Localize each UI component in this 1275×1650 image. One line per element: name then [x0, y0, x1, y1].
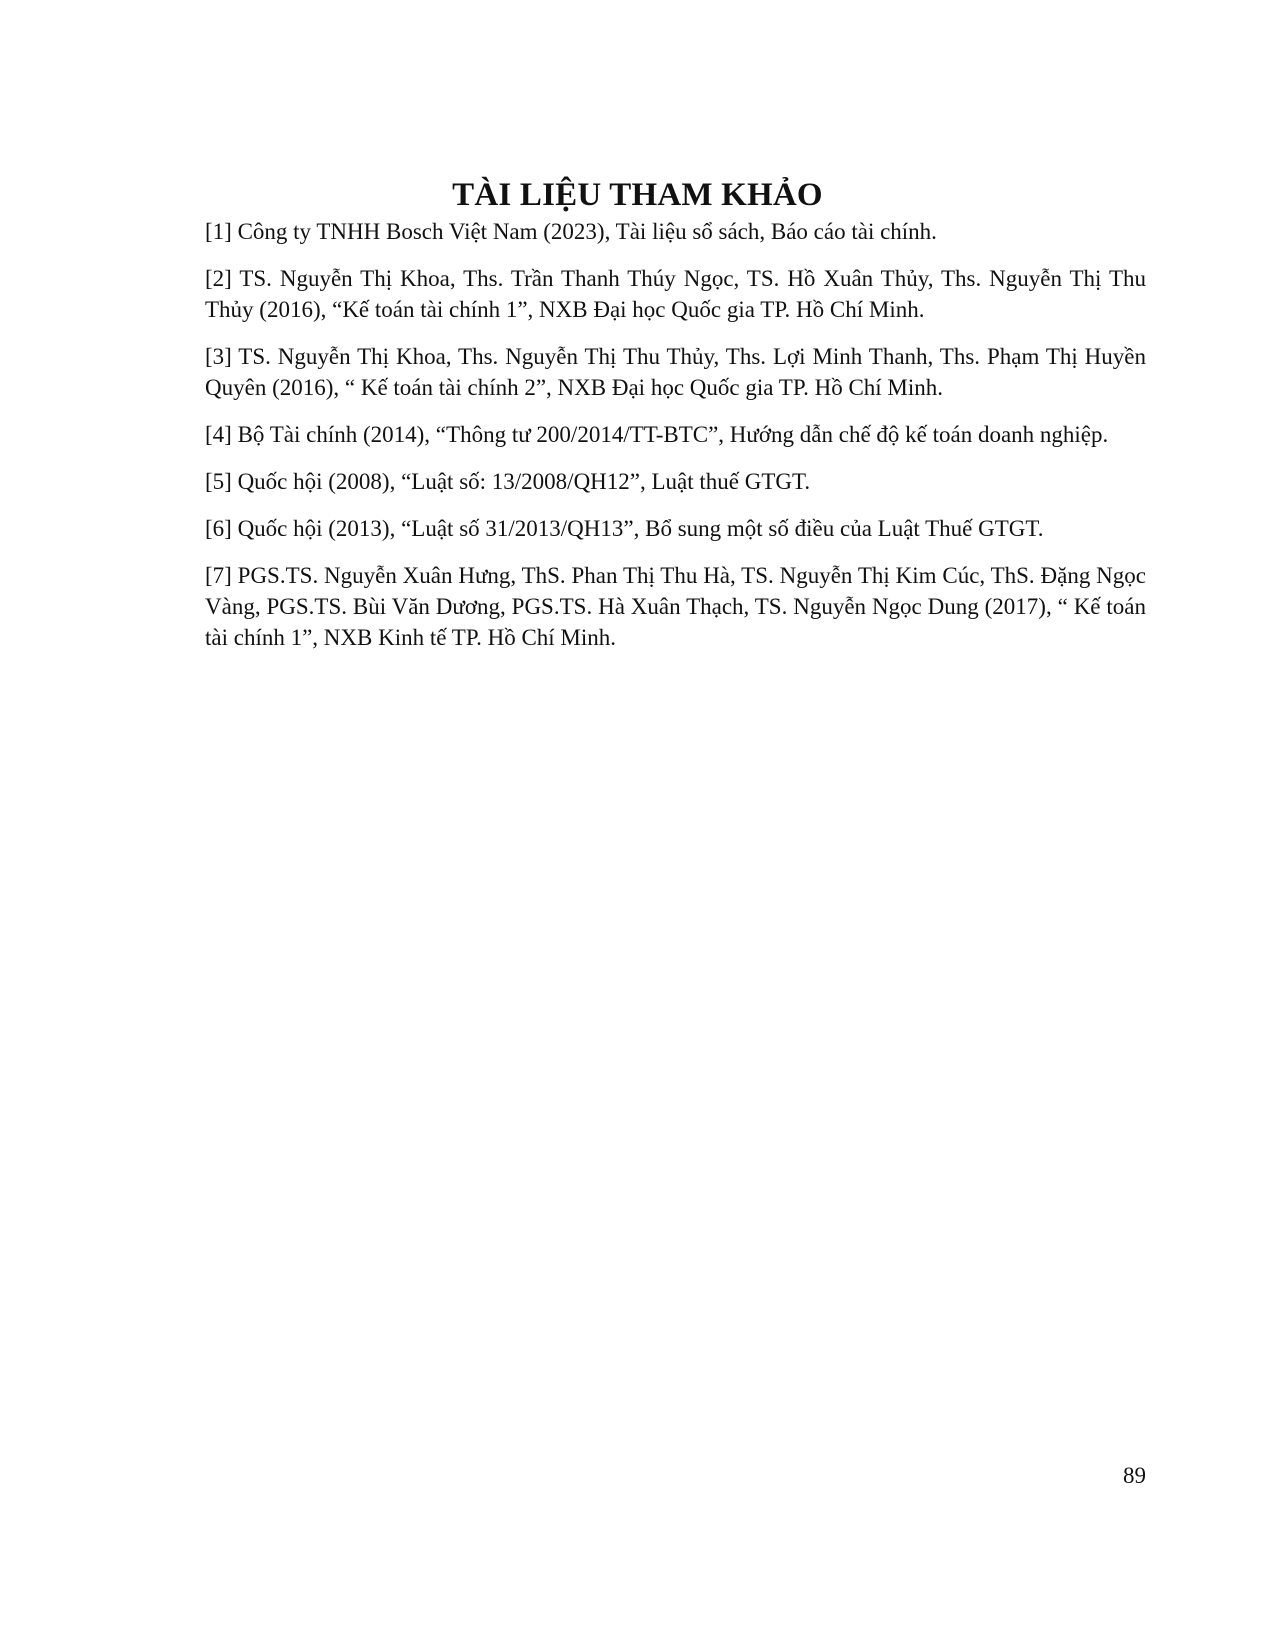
reference-item-5: [5] Quốc hội (2008), “Luật số: 13/2008/QH12”, Luật thuế GTGT.: [205, 469, 811, 494]
page-number: 89: [1123, 1463, 1146, 1488]
reference-item-6: [6] Quốc hội (2013), “Luật số 31/2013/QH13”, Bổ sung một số điều của Luật Thuế GTGT.: [205, 516, 1044, 541]
reference-item-2: [2] TS. Nguyễn Thị Khoa, Ths. Trần Thanh Thúy Ngọc, TS. Hồ Xuân Thủy, Ths. Nguyễn Thị Thu Thủy (2016), “Kế toán tài chính 1”, NXB Đại học Quốc gia TP. Hồ Chí Minh.: [205, 266, 1146, 322]
reference-item-1: [1] Công ty TNHH Bosch Việt Nam (2023), Tài liệu sổ sách, Báo cáo tài chính.: [205, 219, 937, 244]
reference-item-4: [4] Bộ Tài chính (2014), “Thông tư 200/2014/TT-BTC”, Hướng dẫn chế độ kế toán doanh nghiệp.: [205, 422, 1109, 447]
page-title: TÀI LIỆU THAM KHẢO: [452, 177, 823, 213]
reference-list: [205, 216, 1146, 669]
reference-item-7: [7] PGS.TS. Nguyễn Xuân Hưng, ThS. Phan Thị Thu Hà, TS. Nguyễn Thị Kim Cúc, ThS. Đặng Ngọc Vàng, PGS.TS. Bùi Văn Dương, PGS.TS. Hà Xuân Thạch, TS. Nguyễn Ngọc Dung (2017), “ Kế toán tài chính 1”, NXB Kinh tế TP. Hồ Chí Minh.: [205, 563, 1146, 650]
reference-item-3: [3] TS. Nguyễn Thị Khoa, Ths. Nguyễn Thị Thu Thủy, Ths. Lợi Minh Thanh, Ths. Phạm Thị Huyền Quyên (2016), “ Kế toán tài chính 2”, NXB Đại học Quốc gia TP. Hồ Chí Minh.: [205, 344, 1146, 400]
